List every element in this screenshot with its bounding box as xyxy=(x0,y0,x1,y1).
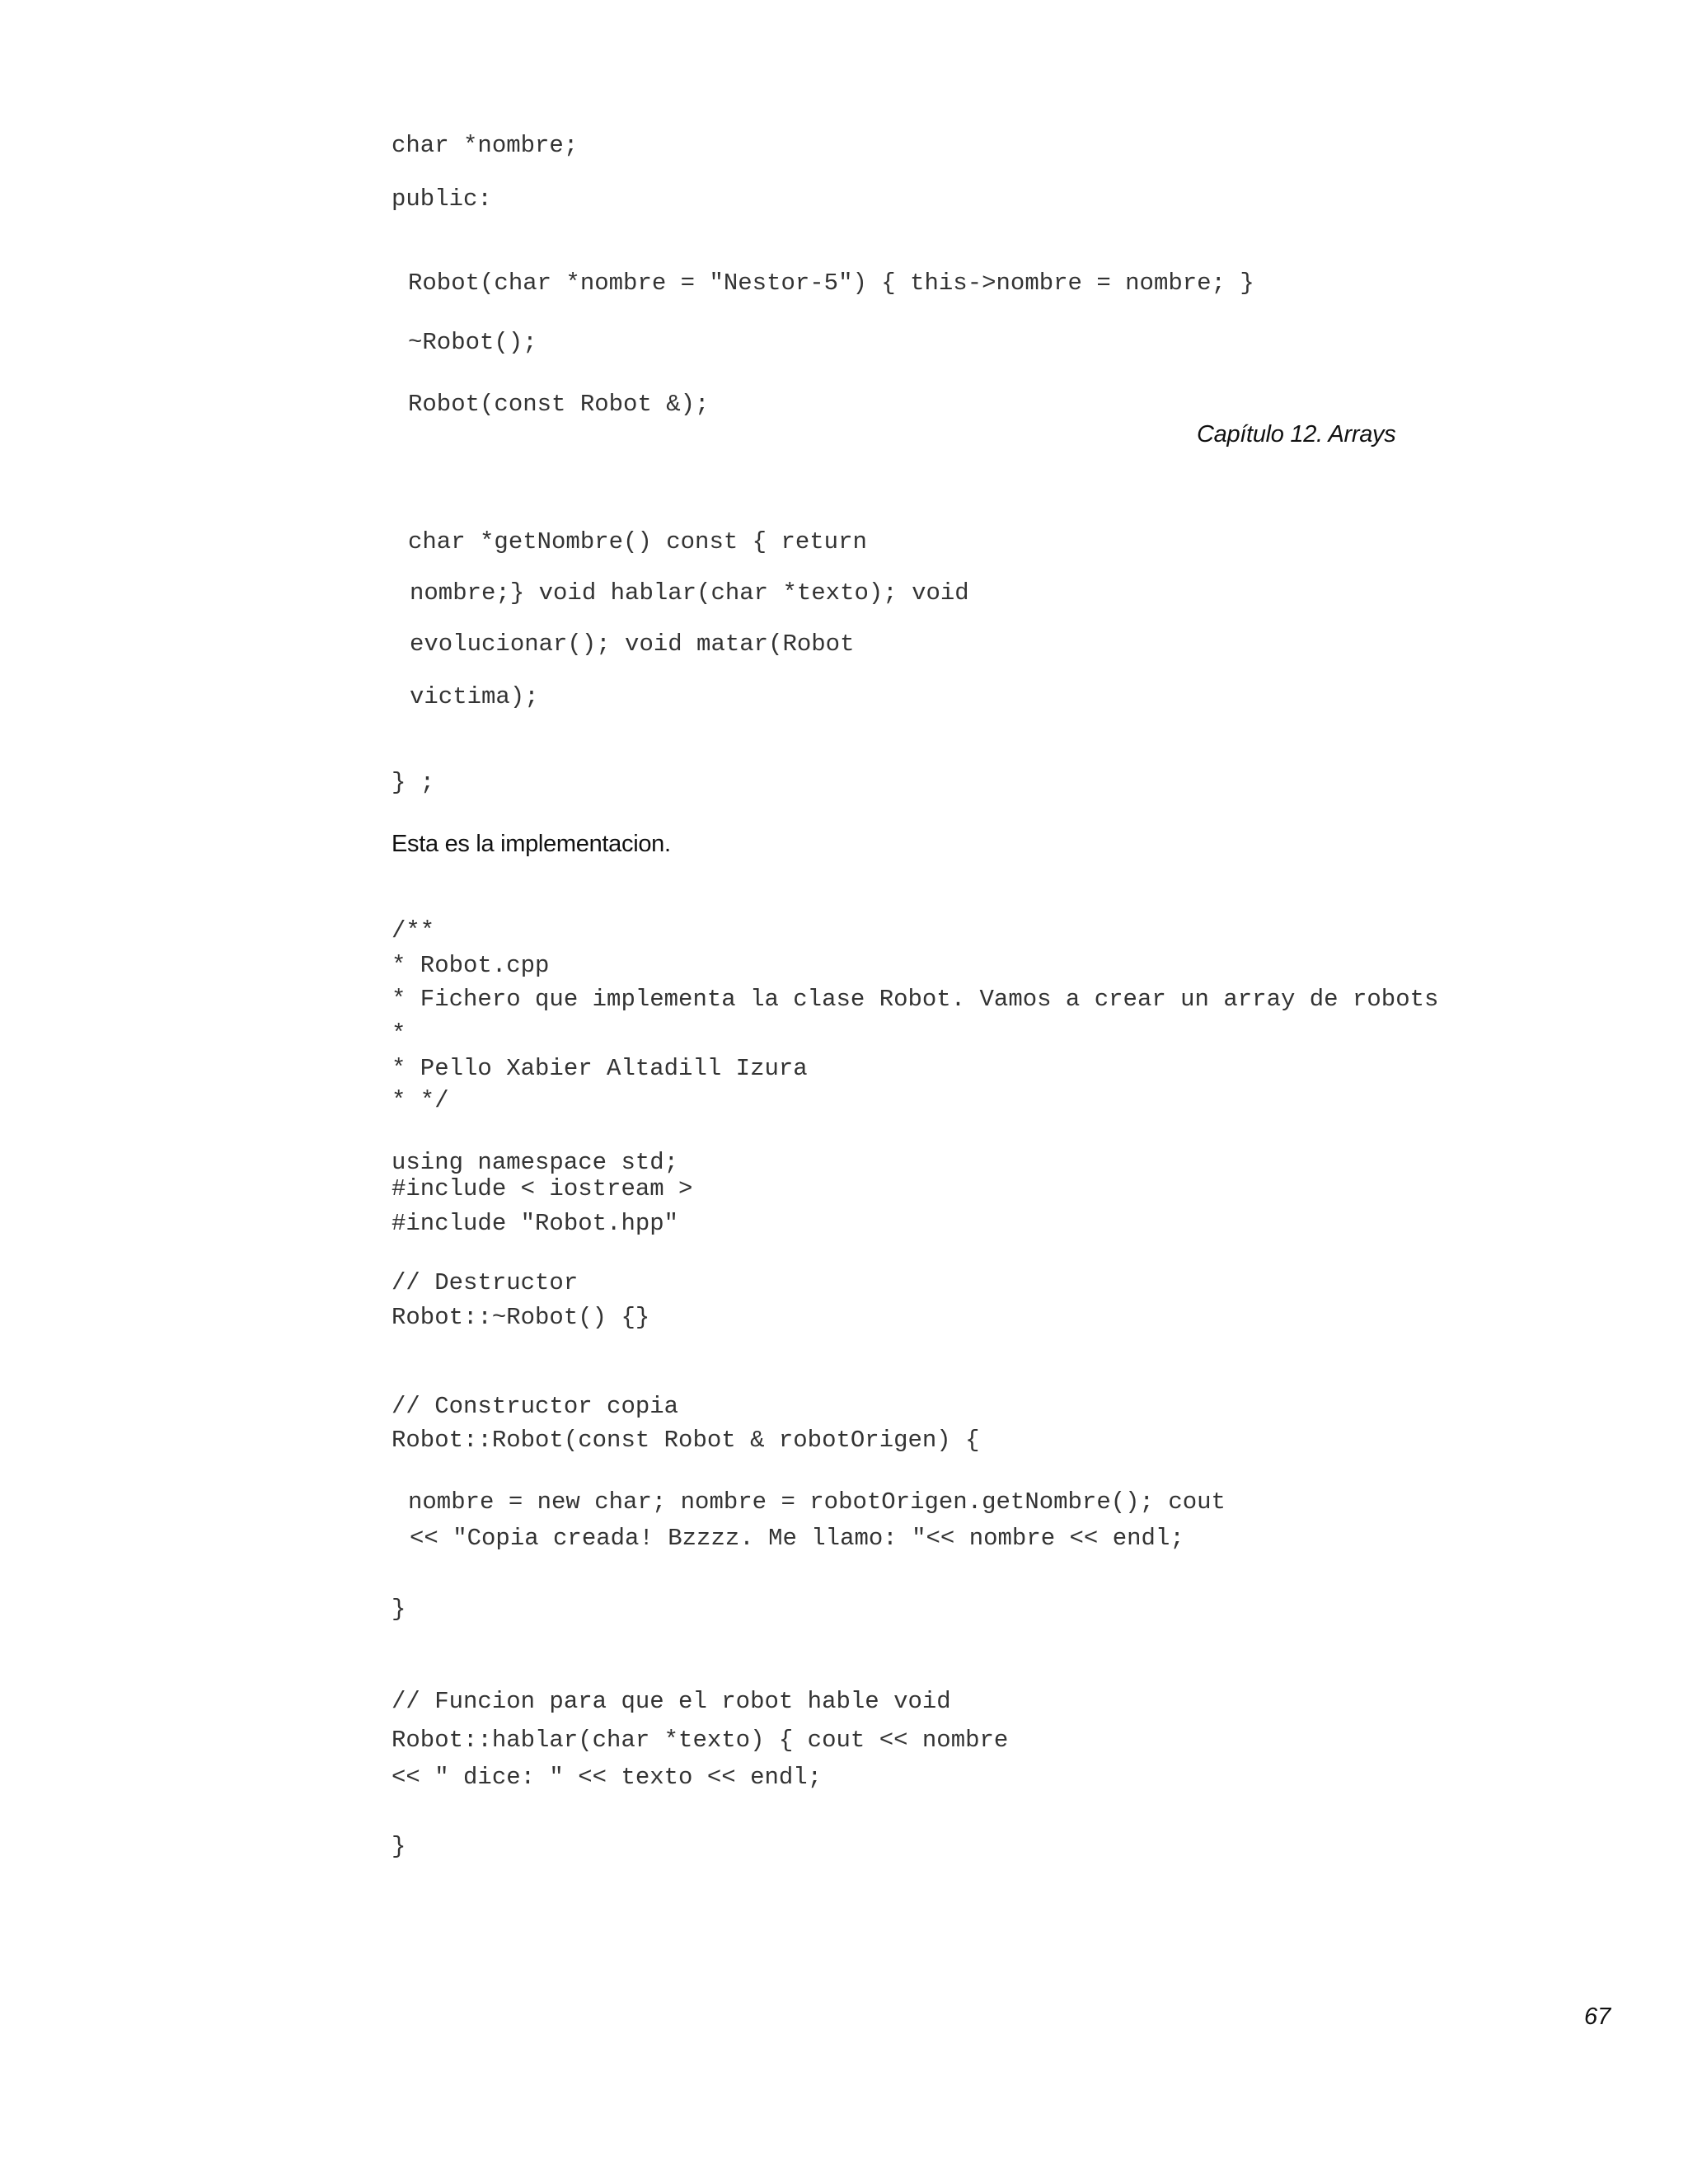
body-paragraph: Esta es la implementacion. xyxy=(392,831,671,857)
code-line: char *nombre; xyxy=(392,132,579,159)
code-line: nombre = new char; nombre = robotOrigen.getNombre(); cout xyxy=(408,1488,1226,1516)
code-line: Robot::~Robot() {} xyxy=(392,1304,650,1331)
code-line: * */ xyxy=(392,1087,449,1114)
code-line: char *getNombre() const { return xyxy=(408,528,867,555)
code-line: * Fichero que implementa la clase Robot. Vamos a crear un array de robots xyxy=(392,986,1439,1013)
code-line: #include "Robot.hpp" xyxy=(392,1210,679,1237)
code-line: Robot(const Robot &); xyxy=(408,391,710,418)
code-line: using namespace std; xyxy=(392,1149,679,1176)
code-line: Robot::hablar(char *texto) { cout << nombre xyxy=(392,1727,1009,1754)
code-line: Robot::Robot(const Robot & robotOrigen) { xyxy=(392,1427,980,1454)
code-line: << "Copia creada! Bzzzz. Me llamo: "<< nombre << endl; xyxy=(410,1525,1184,1552)
code-line: ~Robot(); xyxy=(408,329,537,356)
code-line: << " dice: " << texto << endl; xyxy=(392,1764,823,1791)
code-line: // Constructor copia xyxy=(392,1393,679,1420)
code-line: victima); xyxy=(410,683,539,710)
code-line: #include < iostream > xyxy=(392,1175,693,1202)
code-line: } xyxy=(392,1833,406,1860)
code-line: * Robot.cpp xyxy=(392,952,550,979)
code-line: } xyxy=(392,1596,406,1623)
code-line: /** xyxy=(392,917,435,944)
code-line: evolucionar(); void matar(Robot xyxy=(410,630,855,658)
code-line: // Destructor xyxy=(392,1269,579,1296)
page-number: 67 xyxy=(1584,2004,1611,2030)
code-line: } ; xyxy=(392,769,435,796)
code-line: * Pello Xabier Altadill Izura xyxy=(392,1055,808,1082)
code-line: * xyxy=(392,1020,406,1047)
code-line: public: xyxy=(392,185,492,213)
code-line: nombre;} void hablar(char *texto); void xyxy=(410,579,969,607)
running-header: Capítulo 12. Arrays xyxy=(1197,421,1396,448)
code-line: // Funcion para que el robot hable void xyxy=(392,1688,951,1715)
code-line: Robot(char *nombre = "Nestor-5") { this->nombre = nombre; } xyxy=(408,269,1254,297)
